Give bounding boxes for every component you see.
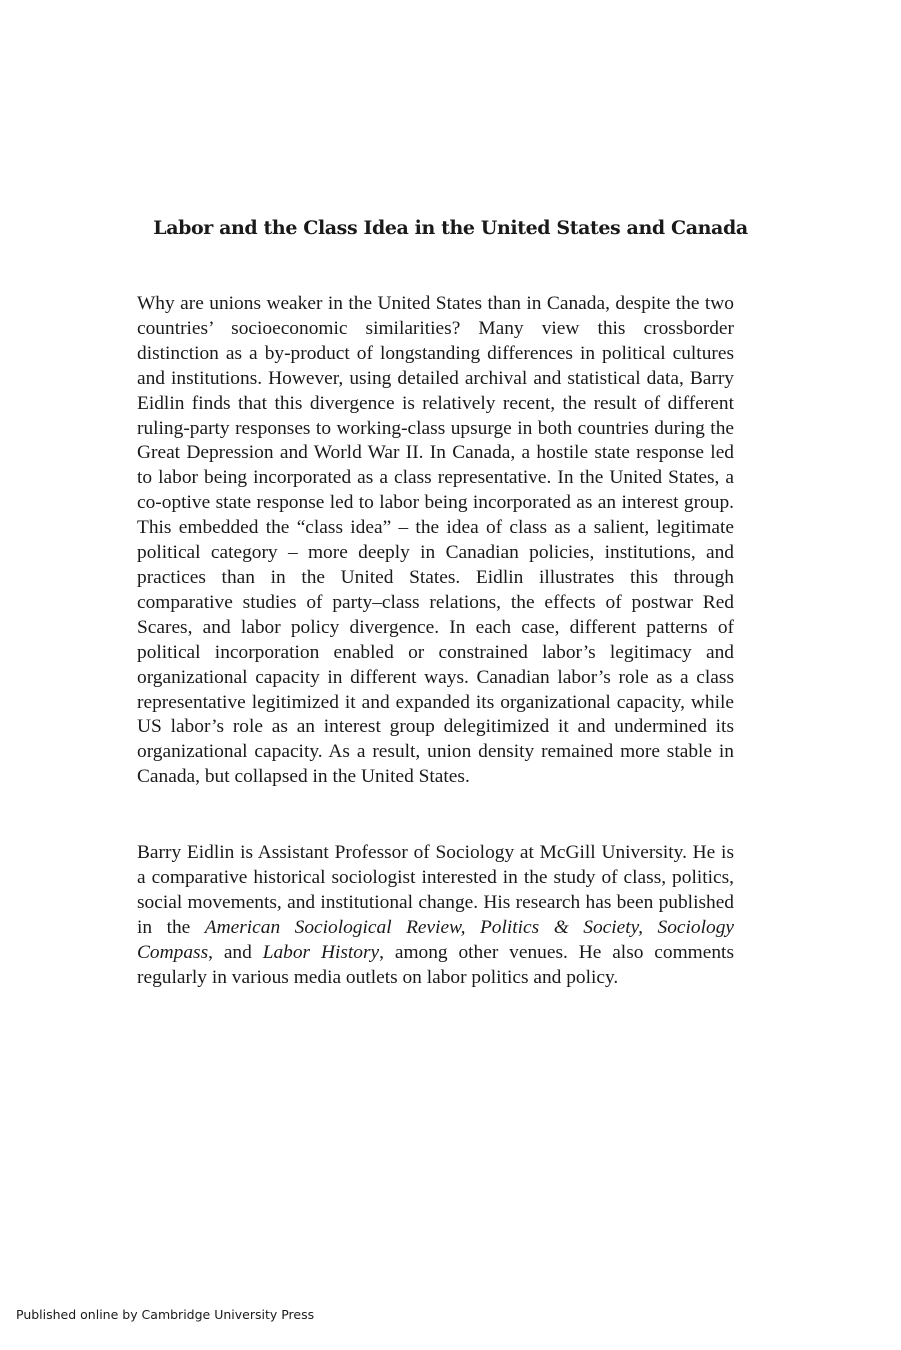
page-title: Labor and the Class Idea in the United States and Canada xyxy=(153,217,748,239)
publisher-footer: Published online by Cambridge University Press xyxy=(16,1307,315,1322)
bio-journal-list: American Sociological Review, Politics & Society, Sociology Compass xyxy=(137,916,734,963)
bio-journal-labor-history: Labor History xyxy=(262,941,380,963)
bio-text-connector: , and xyxy=(208,941,263,963)
abstract-paragraph: Why are unions weaker in the United States than in Canada, despite the two countries’ socioeconomic similarities? Many view this crossborder distinction as a by-product of longstanding differences in political cultures and institutions. However, using detailed archival and statistical data, Barry Eidlin finds that this divergence is relatively recent, the result of different ruling-party responses to working-class upsurge in both countries during the Great Depression and World War II. In Canada, a hostile state response led to labor being incorporated as a class representative. In the United States, a co-optive state response led to labor being incorporated as an interest group. This embedded the “class idea” – the idea of class as a salient, legitimate political category – more deeply in Canadian policies, institutions, and practices than in the United States. Eidlin illustrates this through comparative studies of party–class relations, the effects of postwar Red Scares, and labor policy divergence. In each case, different patterns of political incorporation enabled or constrained labor’s legitimacy and organizational capacity in different ways. Canadian labor’s role as a class representative legitimized it and expanded its organizational capacity, while US labor’s role as an interest group delegitimized it and undermined its organizational capacity. As a result, union density remained more stable in Canada, but collapsed in the United States. xyxy=(137,293,734,788)
bio-text-start: Barry Eidlin is Assistant Professor of Sociology at McGill University. He is a comparative historical sociologist interested in the study of class, politics, social movements, and institutional change. His research has been published in the xyxy=(137,842,734,938)
bio-text-end: , among other venues. He also comments regularly in various media outlets on labor politics and policy. xyxy=(137,941,734,988)
author-bio-paragraph xyxy=(137,841,734,990)
